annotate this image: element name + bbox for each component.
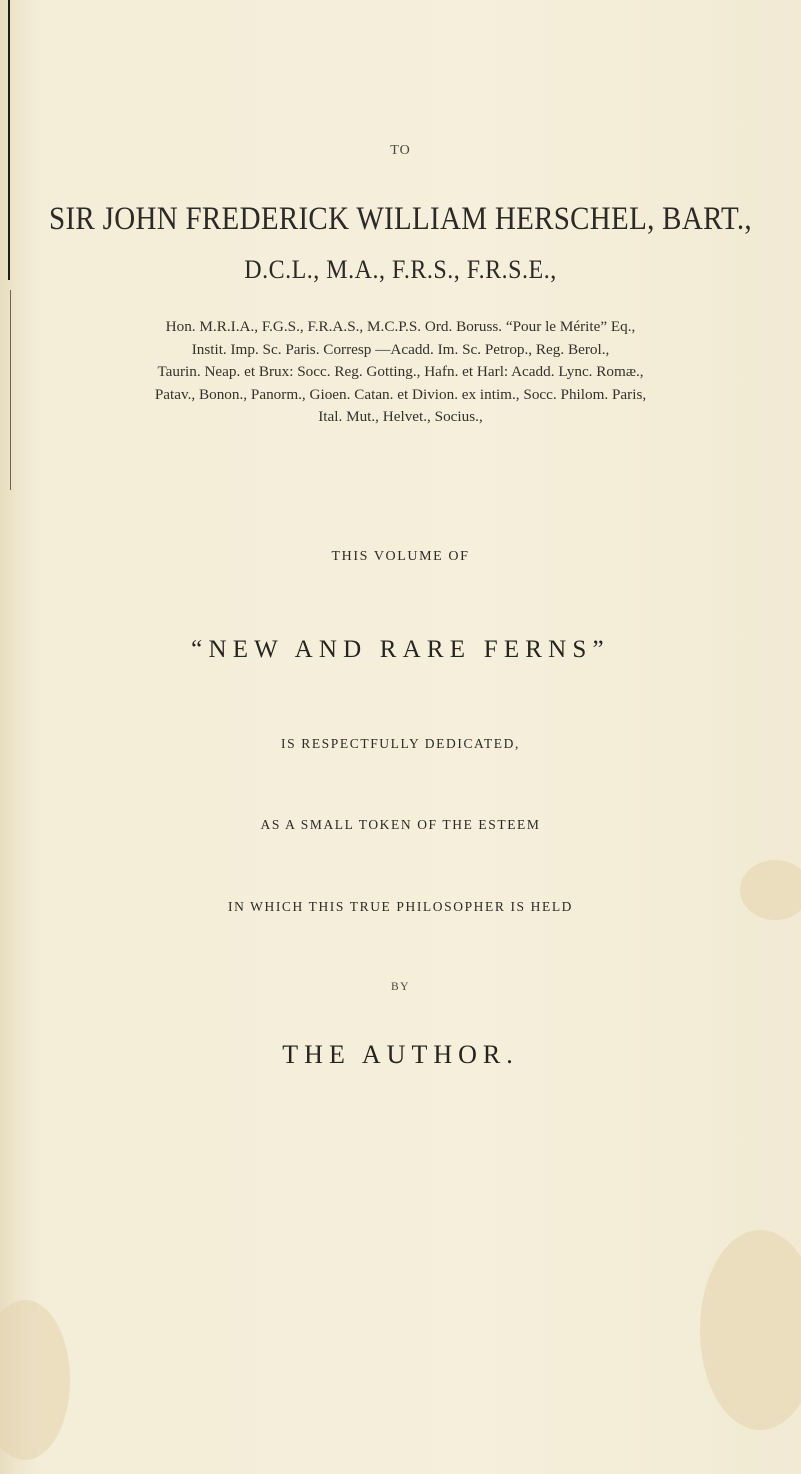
honours-block: [0, 316, 801, 429]
honours-line: Hon. M.R.I.A., F.G.S., F.R.A.S., M.C.P.S. Ord. Boruss. “Pour le Mérite” Eq.,: [165, 318, 636, 335]
dedication-to: TO: [390, 143, 411, 158]
paper-stain: [0, 1300, 70, 1460]
paper-stain: [700, 1230, 801, 1430]
binding-edge: [8, 0, 10, 280]
dedicatee-name: SIR JOHN FREDERICK WILLIAM HERSCHEL, BART.,: [49, 201, 752, 237]
by-line: BY: [391, 981, 410, 993]
respect-line: IS RESPECTFULLY DEDICATED,: [281, 736, 520, 751]
honours-line: Instit. Imp. Sc. Paris. Corresp —Acadd. Im. Sc. Petrop., Reg. Berol.,: [191, 340, 610, 358]
honours-line: Patav., Bonon., Panorm., Gioen. Catan. et Divion. ex intim., Socc. Philom. Paris,: [154, 385, 647, 403]
held-line: IN WHICH THIS TRUE PHILOSOPHER IS HELD: [227, 899, 574, 914]
dedicatee-degrees: D.C.L., M.A., F.R.S., F.R.S.E.,: [244, 256, 557, 285]
author-line: THE AUTHOR.: [282, 1040, 519, 1069]
honours-line: Taurin. Neap. et Brux: Socc. Reg. Gotting., Hafn. et Harl: Acadd. Lync. Romæ.,: [157, 363, 644, 380]
volume-line: THIS VOLUME OF: [331, 549, 470, 564]
honours-line: Ital. Mut., Helvet., Socius.,: [318, 408, 483, 425]
book-title: “NEW AND RARE FERNS”: [191, 636, 610, 663]
token-line: AS A SMALL TOKEN OF THE ESTEEM: [260, 817, 541, 832]
